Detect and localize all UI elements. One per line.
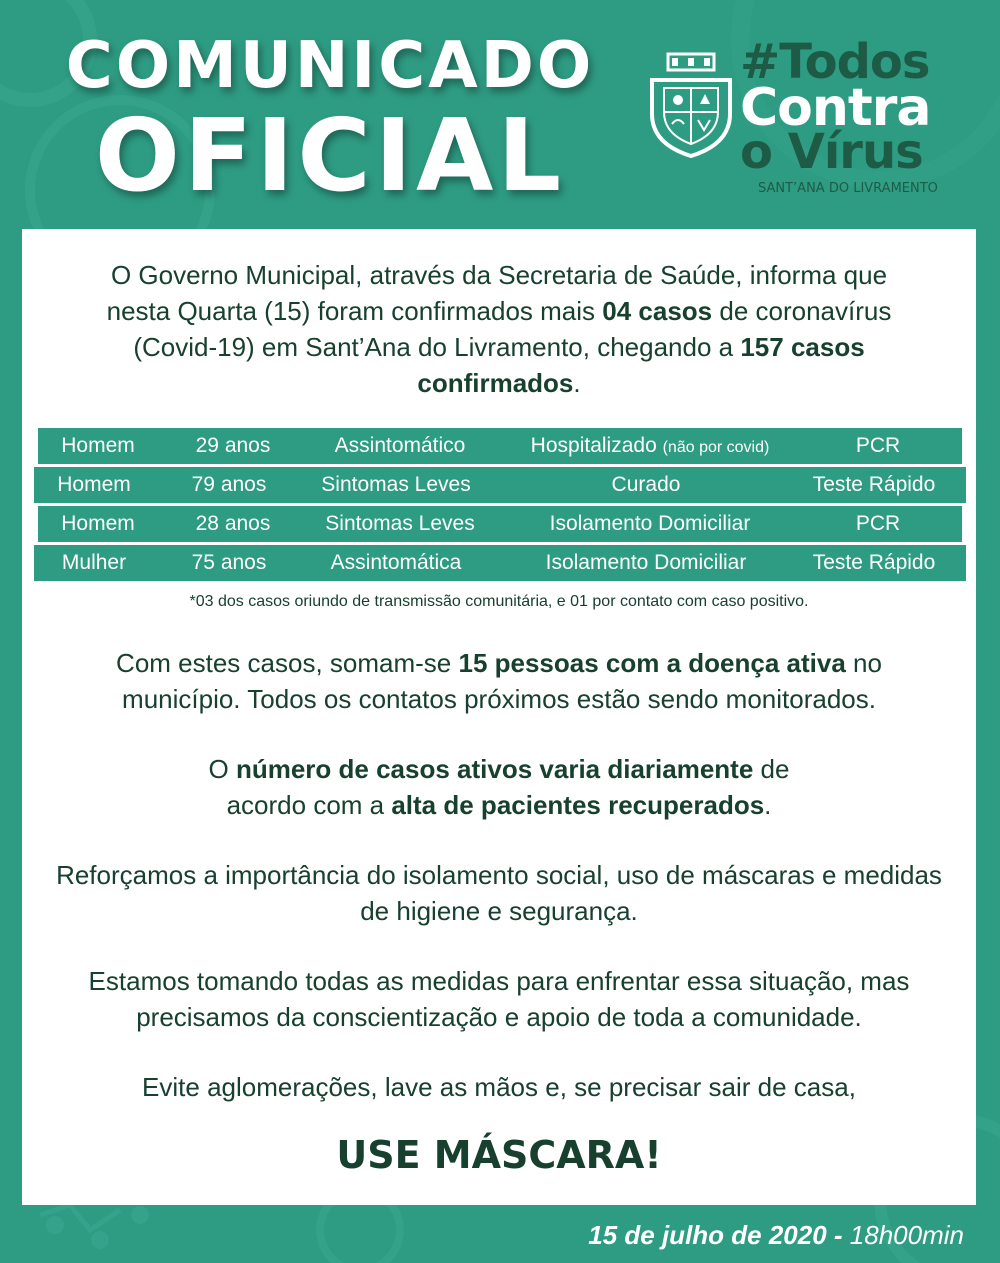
title-line-2: OFICIAL	[94, 97, 566, 214]
active-text-2: no município. Todos os contatos próximos estão sendo monitorados.	[122, 648, 882, 714]
table-row	[38, 428, 962, 464]
announcement-card	[22, 229, 976, 1205]
active-cases-paragraph	[22, 645, 976, 717]
date-time: 18h00min	[849, 1220, 964, 1250]
case-sex: Homem	[61, 512, 135, 535]
title-line-1: COMUNICADO	[65, 29, 595, 103]
case-test: PCR	[855, 434, 901, 457]
case-symptoms: Sintomas Leves	[321, 473, 471, 496]
case-status: Curado	[611, 473, 681, 496]
advice-paragraph: Evite aglomerações, lave as mãos e, se precisar sair de casa,	[142, 1072, 856, 1102]
active-bold: 15 pessoas com a doença ativa	[458, 648, 846, 678]
case-status: Isolamento Domiciliar	[545, 551, 747, 574]
date-day: 15 de julho de 2020	[588, 1220, 827, 1250]
variation-text-3: .	[764, 790, 772, 820]
use-mask-callout: USE MÁSCARA!	[336, 1133, 662, 1177]
active-text-1: Com estes casos, somam-se	[116, 648, 459, 678]
case-status	[500, 428, 800, 466]
case-sex: Homem	[61, 434, 135, 457]
reinforce-paragraph: Reforçamos a importância do isolamento social, uso de máscaras e medidas de higiene e segurança.	[56, 860, 942, 926]
intro-bold-total-cases: 157 casos confirmados	[417, 332, 865, 398]
intro-text-2: de coronavírus (Covid-19) em Sant’Ana do Livramento, chegando a	[133, 296, 892, 362]
campaign-city: SANT’ANA DO LIVRAMENTO	[758, 181, 938, 196]
table-footnote: *03 dos casos oriundo de transmissão comunitária, e 01 por contato com caso positivo.	[189, 593, 809, 610]
case-symptoms: Sintomas Leves	[325, 512, 475, 535]
date-separator: -	[826, 1220, 850, 1250]
case-test: Teste Rápido	[812, 551, 936, 574]
case-symptoms: Assintomática	[330, 551, 462, 574]
intro-text-1: O Governo Municipal, através da Secretaria de Saúde, informa que nesta Quarta (15) foram confirmados mais	[106, 260, 888, 326]
case-status-note: (não por covid)	[662, 439, 770, 456]
case-age: 28 anos	[195, 512, 271, 535]
campaign-line-3: o Vírus	[740, 124, 923, 180]
table-row	[34, 545, 966, 581]
variation-paragraph	[22, 751, 976, 823]
variation-bold-1: número de casos ativos varia diariamente	[235, 754, 754, 784]
city-crest-icon	[646, 52, 736, 160]
case-test: PCR	[855, 512, 901, 535]
case-test: Teste Rápido	[812, 473, 936, 496]
table-row	[38, 506, 962, 542]
case-status-text: Hospitalizado	[530, 434, 657, 457]
variation-text-1: O	[208, 754, 236, 784]
publication-date	[588, 1220, 964, 1251]
case-age: 79 anos	[191, 473, 267, 496]
case-sex: Mulher	[61, 551, 127, 574]
campaign-line-1: #Todos	[740, 34, 930, 90]
variation-bold-2: alta de pacientes recuperados	[391, 790, 765, 820]
case-sex: Homem	[57, 473, 131, 496]
measures-paragraph: Estamos tomando todas as medidas para enfrentar essa situação, mas precisamos da conscientização e apoio de toda a comunidade.	[88, 966, 910, 1032]
variation-text-2: de acordo com a	[226, 754, 790, 820]
case-age: 29 anos	[195, 434, 271, 457]
case-symptoms: Assintomático	[334, 434, 466, 457]
campaign-line-2: Contra	[740, 78, 931, 138]
case-status: Isolamento Domiciliar	[549, 512, 751, 535]
campaign-logo	[740, 34, 980, 196]
page-title	[40, 28, 620, 212]
intro-paragraph	[22, 257, 976, 401]
intro-bold-new-cases: 04 casos	[602, 296, 713, 326]
case-age: 75 anos	[191, 551, 267, 574]
intro-text-3: .	[573, 368, 581, 398]
table-row	[34, 467, 966, 503]
